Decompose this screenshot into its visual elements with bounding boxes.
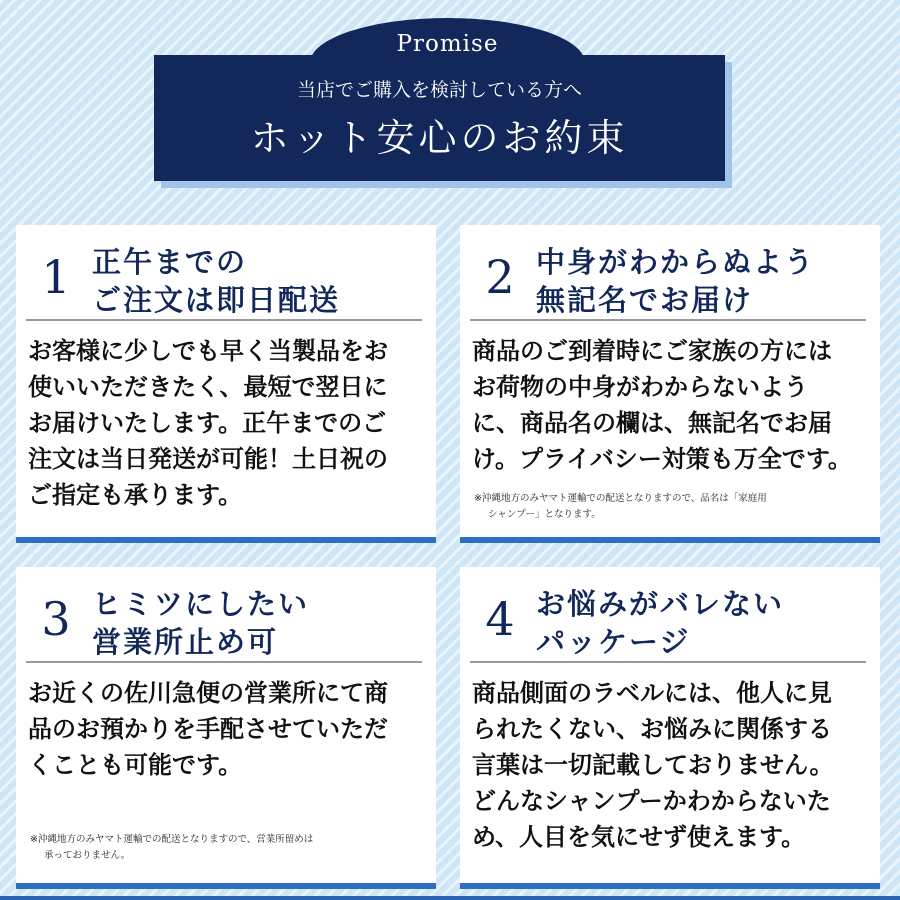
card-body-line: お届けいたします。正午までのご: [28, 409, 387, 437]
card-body-line: め、人目を気にせず使えます。: [472, 823, 806, 851]
card-body-line: られたくない、お悩みに関係する: [472, 715, 832, 743]
card-divider: [26, 319, 422, 321]
card-heading: [536, 243, 815, 319]
card-heading-line: ご注文は即日配送: [92, 283, 341, 317]
bottom-accent-strip: [0, 896, 900, 900]
promise-card-4: [460, 567, 880, 889]
card-number: 3: [41, 592, 71, 646]
card-number: 4: [485, 592, 515, 646]
card-body-line: 商品側面のラベルには、他人に見: [472, 679, 832, 707]
card-body-line: け。プライバシー対策も万全です。: [472, 445, 852, 473]
card-body-line: に、商品名の欄は、無記名でお届: [472, 409, 832, 437]
card-body-line: 商品のご到着時にご家族の方には: [472, 337, 832, 365]
card-body: [472, 675, 868, 855]
card-heading-line: ヒミツにしたい: [92, 587, 310, 621]
card-body: [28, 675, 424, 783]
card-heading: [92, 243, 340, 319]
card-body-line: 使いいただきたく、最短で翌日に: [28, 373, 388, 401]
card-footnote-line: ※沖縄地方のみヤマト運輸での配送となりますので、品名は「家庭用: [474, 493, 767, 504]
promise-card-2: [460, 225, 880, 543]
card-body-line: 言葉は一切記載しておりません。: [472, 751, 834, 779]
card-heading-line: パッケージ: [536, 625, 691, 659]
card-footnote-line: ※沖縄地方のみヤマト運輸での配送となりますので、営業所留めは: [30, 834, 314, 845]
card-body: [28, 333, 424, 513]
card-heading-line: 正午までの: [92, 245, 248, 279]
card-body-line: くことも可能です。: [28, 751, 243, 779]
card-number: 1: [41, 250, 71, 304]
card-divider: [470, 661, 866, 663]
card-body-line: どんなシャンプーかわからないた: [472, 787, 831, 815]
card-footnote-line: 承っておりません。: [44, 850, 131, 861]
card-divider: [470, 319, 866, 321]
card-body-line: お近くの佐川急便の営業所にて商: [28, 679, 388, 707]
card-body-line: お荷物の中身がわからないよう: [472, 373, 808, 401]
card-heading-line: 営業所止め可: [92, 625, 279, 659]
card-heading-line: 中身がわからぬよう: [536, 245, 816, 279]
card-footnote: [30, 832, 426, 864]
card-number: 2: [485, 250, 515, 304]
header-subtitle: 当店でご購入を検討している方へ: [296, 79, 582, 101]
card-footnote-line: シャンプー」となります。: [488, 509, 601, 520]
card-heading-line: 無記名でお届け: [536, 283, 754, 317]
card-divider: [26, 661, 422, 663]
promise-card-3: [16, 567, 436, 889]
card-footnote: [474, 491, 870, 523]
promise-card-1: [16, 225, 436, 543]
card-heading-line: お悩みがバレない: [536, 587, 785, 621]
card-body-line: 品のお預かりを手配させていただ: [28, 715, 388, 743]
card-body-line: ご指定も承ります。: [28, 481, 243, 509]
card-body: [472, 333, 868, 477]
card-body-line: 注文は当日発送が可能！土日祝の: [28, 445, 388, 473]
card-heading: [92, 585, 309, 661]
card-heading: [536, 585, 784, 661]
card-body-line: お客様に少しでも早く当製品をお: [28, 337, 388, 365]
page-title: ホット安心のお約束: [250, 116, 629, 160]
promise-label: Promise: [396, 31, 499, 57]
